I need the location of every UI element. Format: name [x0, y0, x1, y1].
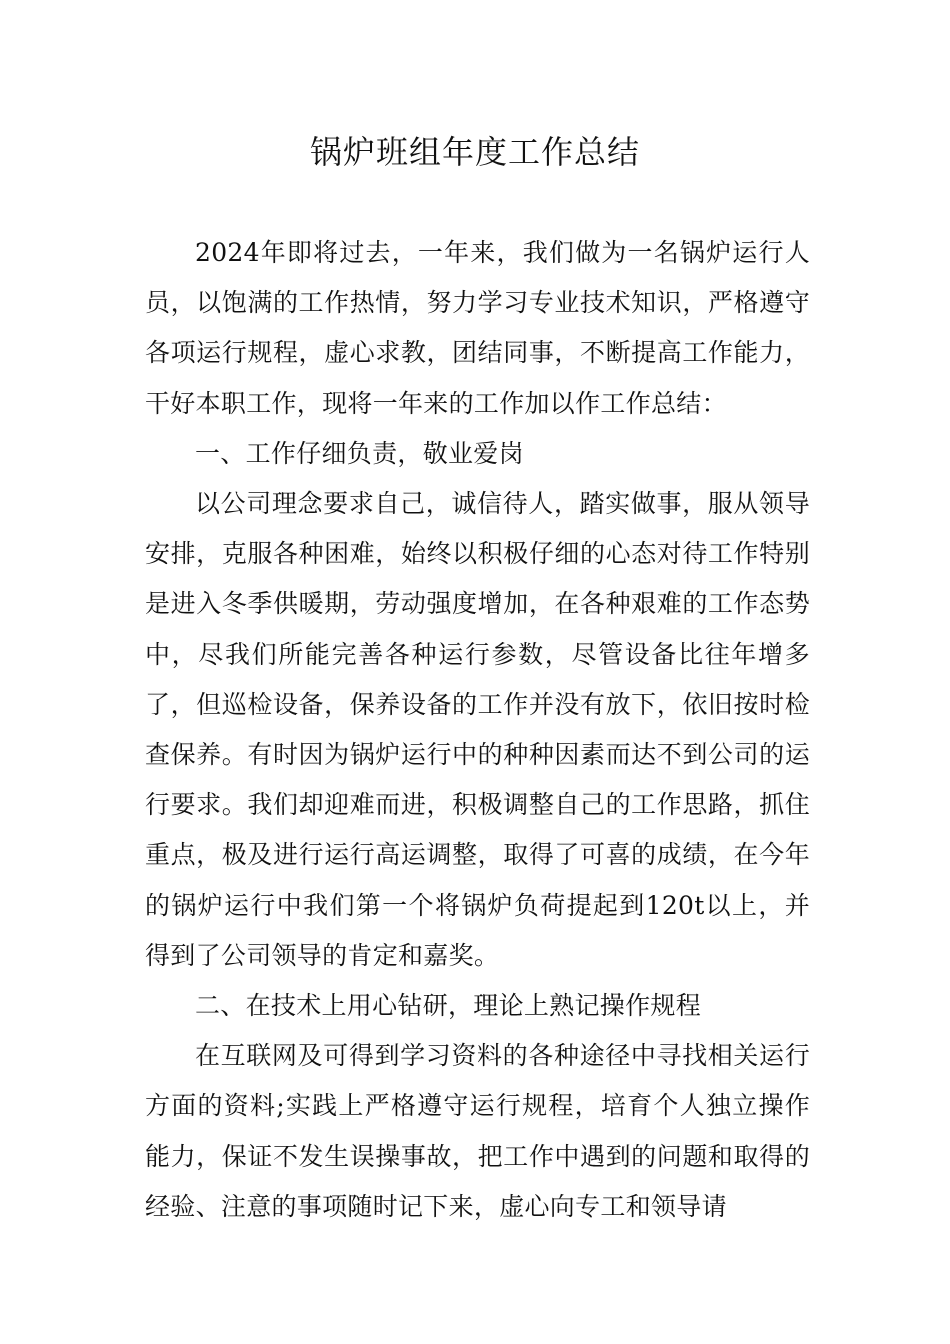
section-heading-1: 一、工作仔细负责，敬业爱岗 — [195, 438, 524, 468]
document-body — [145, 228, 810, 1232]
intro-paragraph: 2024年即将过去，一年来，我们做为一名锅炉运行人员，以饱满的工作热情，努力学习专业技术知识，严格遵守各项运行规程，虚心求教，团结同事，不断提高工作能力，干好本职工作，现将一年来的工作加以作工作总结： — [145, 238, 810, 418]
section-1-paragraph: 以公司理念要求自己，诚信待人，踏实做事，服从领导安排，克服各种困难，始终以积极仔细的心态对待工作特别是进入冬季供暖期，劳动强度增加，在各种艰难的工作态势中，尽我们所能完善各种运行参数，尽管设备比往年增多了，但巡检设备，保养设备的工作并没有放下，依旧按时检查保养。有时因为锅炉运行中的种种因素而达不到公司的运行要求。我们却迎难而进，积极调整自己的工作思路，抓住重点，极及进行运行高运调整，取得了可喜的成绩，在今年的锅炉运行中我们第一个将锅炉负荷提起到120t以上，并得到了公司领导的肯定和嘉奖。 — [145, 489, 810, 970]
section-2-paragraph: 在互联网及可得到学习资料的各种途径中寻找相关运行方面的资料;实践上严格遵守运行规程，培育个人独立操作能力，保证不发生误操事故，把工作中遇到的问题和取得的经验、注意的事项随时记下来，虚心向专工和领导请 — [145, 1041, 810, 1221]
document-title: 锅炉班组年度工作总结 — [309, 133, 640, 171]
section-heading-2: 二、在技术上用心钻研，理论上熟记操作规程 — [195, 991, 702, 1021]
